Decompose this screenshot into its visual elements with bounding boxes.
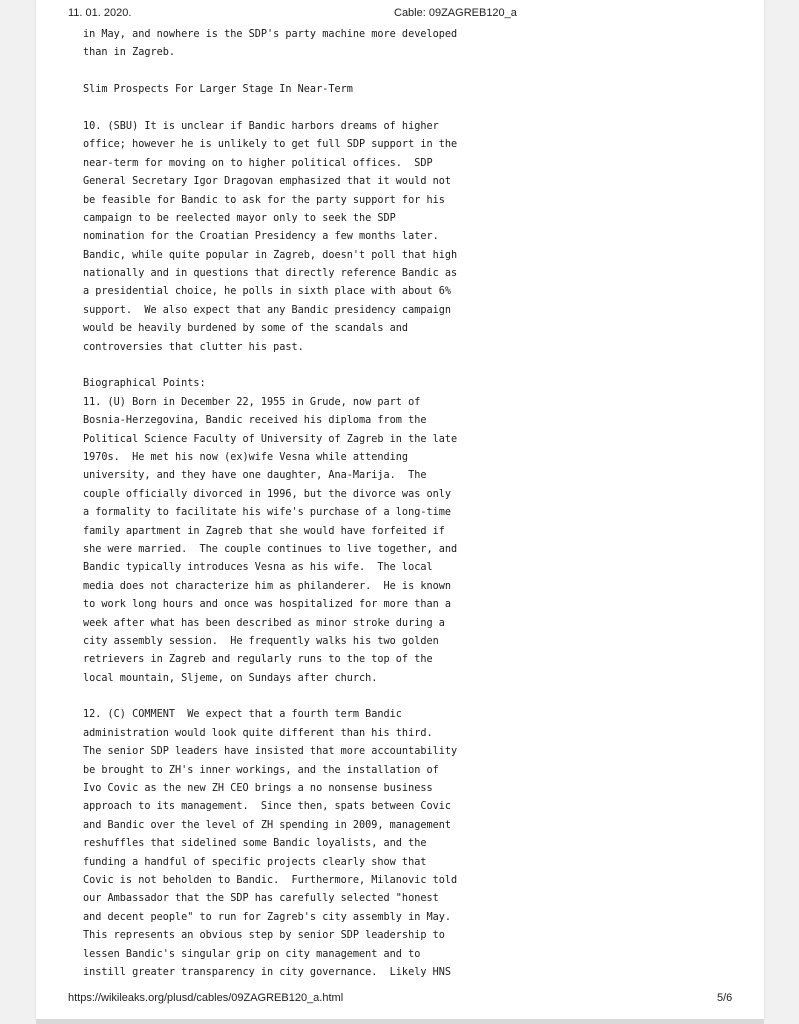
- text-line: Slim Prospects For Larger Stage In Near-Term: [83, 84, 353, 96]
- text-line: nationally and in questions that directly reference Bandic as: [83, 268, 458, 280]
- text-line: reshuffles that sidelined some Bandic loyalists, and the: [83, 838, 427, 850]
- text-line: and Bandic over the level of ZH spending in 2009, management: [83, 819, 452, 831]
- text-line: controversies that clutter his past.: [83, 341, 304, 353]
- text-line: city assembly session. He frequently walks his two golden: [83, 635, 439, 647]
- text-line: media does not characterize him as philanderer. He is known: [83, 580, 452, 592]
- cable-body-text: [83, 26, 483, 982]
- text-line: Political Science Faculty of University of Zagreb in the late: [83, 433, 458, 445]
- text-line: Biographical Points:: [83, 378, 206, 390]
- text-line: Bandic typically introduces Vesna as his wife. The local: [83, 562, 433, 574]
- text-line: support. We also expect that any Bandic presidency campaign: [83, 304, 452, 316]
- text-line: This represents an obvious step by senior SDP leadership to: [83, 930, 445, 942]
- text-line: Bandic, while quite popular in Zagreb, doesn't poll that high: [83, 249, 458, 261]
- text-line: 1970s. He met his now (ex)wife Vesna while attending: [83, 451, 409, 463]
- text-line: our Ambassador that the SDP has carefully selected "honest: [83, 893, 439, 905]
- text-line: Bosnia-Herzegovina, Bandic received his diploma from the: [83, 415, 427, 427]
- text-line: be brought to ZH's inner workings, and the installation of: [83, 764, 439, 776]
- text-line: university, and they have one daughter, Ana-Marija. The: [83, 470, 427, 482]
- text-line: local mountain, Sljeme, on Sundays after church.: [83, 672, 378, 684]
- text-line: instill greater transparency in city governance. Likely HNS: [83, 966, 452, 978]
- text-line: office; however he is unlikely to get full SDP support in the: [83, 139, 458, 151]
- text-line: Covic is not beholden to Bandic. Furthermore, Milanovic told: [83, 874, 458, 886]
- text-line: General Secretary Igor Dragovan emphasized that it would not: [83, 176, 452, 188]
- text-line: would be heavily burdened by some of the scandals and: [83, 323, 409, 335]
- text-line: Ivo Covic as the new ZH CEO brings a no nonsense business: [83, 783, 433, 795]
- print-date: 11. 01. 2020.: [68, 7, 132, 19]
- cable-id: Cable: 09ZAGREB120_a: [394, 7, 517, 19]
- text-line: 12. (C) COMMENT We expect that a fourth term Bandic: [83, 709, 402, 721]
- text-line: a presidential choice, he polls in sixth place with about 6%: [83, 286, 452, 298]
- text-line: she were married. The couple continues to live together, and: [83, 543, 458, 555]
- text-line: nomination for the Croatian Presidency a few months later.: [83, 231, 439, 243]
- text-line: 10. (SBU) It is unclear if Bandic harbors dreams of higher: [83, 120, 439, 132]
- text-line: lessen Bandic's singular grip on city management and to: [83, 948, 421, 960]
- text-line: and decent people" to run for Zagreb's city assembly in May.: [83, 911, 452, 923]
- text-line: approach to its management. Since then, spats between Covic: [83, 801, 452, 813]
- text-line: near-term for moving on to higher political offices. SDP: [83, 157, 433, 169]
- blank-line: [83, 100, 483, 118]
- text-line: funding a handful of specific projects clearly show that: [83, 856, 427, 868]
- text-line: in May, and nowhere is the SDP's party machine more developed: [83, 29, 458, 40]
- text-line: a formality to facilitate his wife's purchase of a long-time: [83, 507, 452, 519]
- text-line: The senior SDP leaders have insisted that more accountability: [83, 746, 458, 758]
- blank-line: [83, 63, 483, 81]
- text-line: week after what has been described as minor stroke during a: [83, 617, 445, 629]
- blank-line: [83, 357, 483, 375]
- text-line: 11. (U) Born in December 22, 1955 in Grude, now part of: [83, 396, 421, 408]
- page-bottom-edge: [36, 1019, 764, 1024]
- text-line: retrievers in Zagreb and regularly runs to the top of the: [83, 654, 433, 666]
- text-line: administration would look quite different than his third.: [83, 727, 433, 739]
- page-number: 5/6: [717, 992, 733, 1004]
- document-page: [36, 0, 764, 1019]
- source-url: https://wikileaks.org/plusd/cables/09ZAGREB120_a.html: [68, 992, 344, 1004]
- text-line: than in Zagreb.: [83, 47, 176, 59]
- text-line: be feasible for Bandic to ask for the party support for his: [83, 194, 445, 206]
- text-line: to work long hours and once was hospitalized for more than a: [83, 599, 452, 611]
- text-line: family apartment in Zagreb that she would have forfeited if: [83, 525, 445, 537]
- text-line: campaign to be reelected mayor only to seek the SDP: [83, 212, 396, 224]
- blank-line: [83, 688, 483, 706]
- text-line: couple officially divorced in 1996, but the divorce was only: [83, 488, 452, 500]
